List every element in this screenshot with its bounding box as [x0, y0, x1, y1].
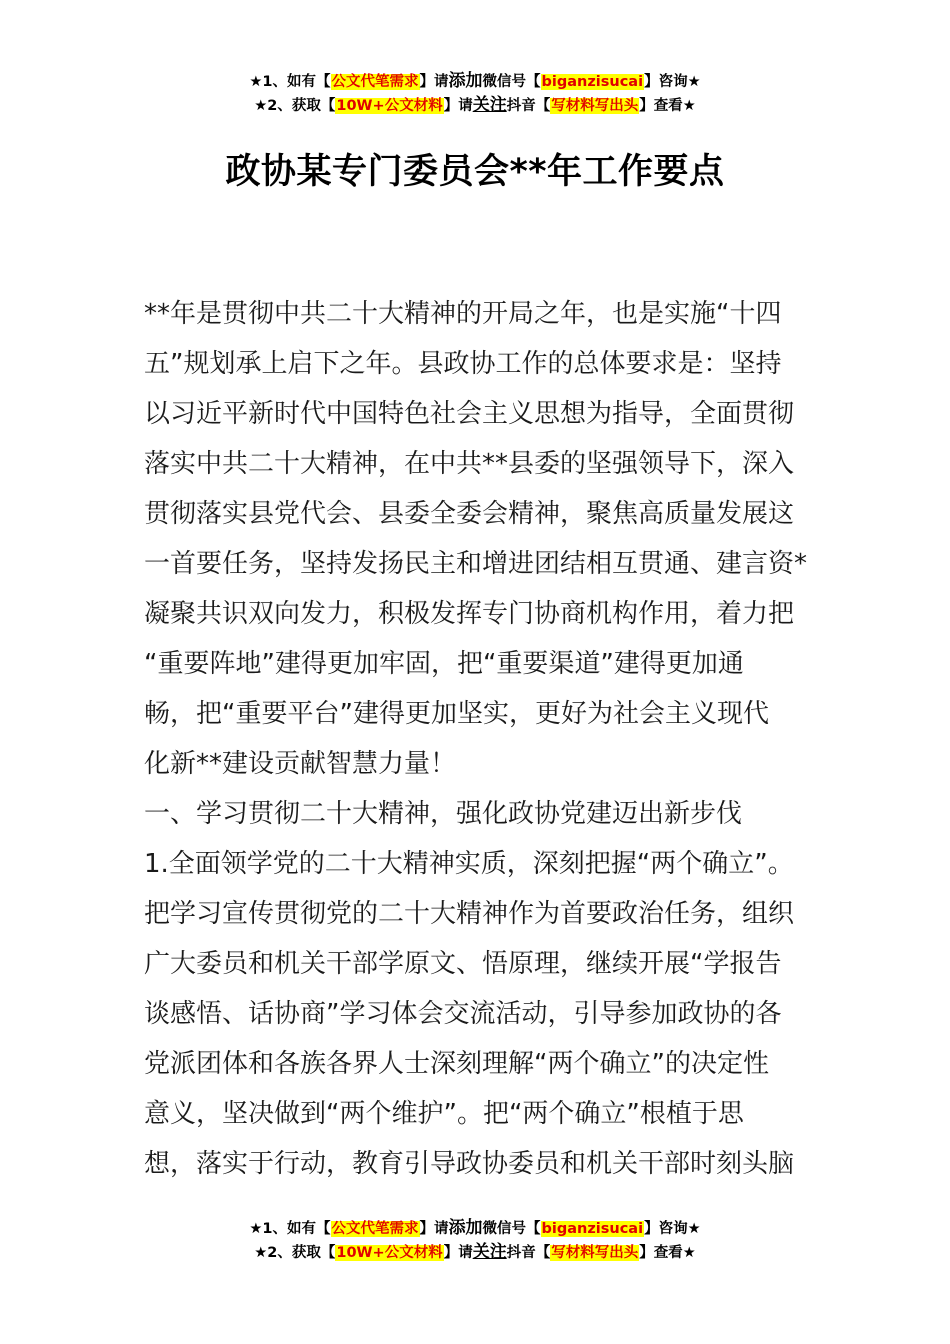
- body-line: 谈感悟、话协商”学习体会交流活动，引导参加政协的各: [144, 999, 782, 1029]
- body-line: 以习近平新时代中国特色社会主义思想为指导，全面贯彻: [144, 399, 795, 429]
- body-line: 五”规划承上启下之年。县政协工作的总体要求是：坚持: [144, 349, 782, 379]
- banner-wechat-id: biganzisucai: [541, 1221, 644, 1237]
- subsection-heading: 1.全面领学党的二十大精神实质，深刻把握“两个确立”。: [144, 849, 794, 879]
- body-line: 把学习宣传贯彻党的二十大精神作为首要政治任务，组织: [144, 899, 795, 929]
- body-line: 凝聚共识双向发力，积极发挥专门协商机构作用，着力把: [144, 599, 795, 629]
- banner-highlight: 10W+公文材料: [336, 1245, 443, 1261]
- footer-banner: [0, 1216, 950, 1264]
- document-title: 政协某专门委员会**年工作要点: [225, 152, 725, 192]
- body-line: 广大委员和机关干部学原文、悟原理，继续开展“学报告: [144, 949, 782, 979]
- body-line: 畅，把“重要平台”建得更加坚实，更好为社会主义现代: [144, 699, 769, 729]
- body-line: **年是贯彻中共二十大精神的开局之年，也是实施“十四: [144, 299, 782, 329]
- banner-line-1: [0, 69, 950, 93]
- body-line: 贯彻落实县党代会、县委全委会精神，聚焦高质量发展这: [144, 499, 795, 529]
- banner-text: ★1、如有【: [249, 1221, 331, 1237]
- banner-text: ★2、获取【: [254, 1245, 336, 1261]
- header-banner: [0, 69, 950, 117]
- banner-text: 微信号【: [482, 74, 541, 90]
- banner-text: 】请: [443, 1245, 473, 1261]
- banner-emphasis: 添加: [448, 1218, 483, 1238]
- banner-line-1: [0, 1216, 950, 1240]
- body-line: 意义，坚决做到“两个维护”。把“两个确立”根植于思: [144, 1099, 744, 1129]
- banner-text: 】查看★: [639, 1245, 696, 1261]
- banner-text: 】请: [443, 98, 473, 114]
- document-body: [144, 289, 808, 1189]
- banner-text: ★1、如有【: [249, 74, 331, 90]
- banner-text: 微信号【: [482, 1221, 541, 1237]
- banner-emphasis: 关注: [472, 1242, 507, 1262]
- banner-text: 】请: [419, 74, 449, 90]
- banner-highlight: 10W+公文材料: [336, 98, 443, 114]
- banner-text: 】查看★: [639, 98, 696, 114]
- body-line: 一首要任务，坚持发扬民主和增进团结相互贯通、建言资*: [144, 549, 808, 579]
- banner-douyin-id: 写材料写出头: [551, 98, 639, 114]
- banner-emphasis: 关注: [472, 95, 507, 115]
- body-line: 想，落实于行动，教育引导政协委员和机关干部时刻头脑: [144, 1149, 795, 1179]
- banner-text: ★2、获取【: [254, 98, 336, 114]
- banner-text: 】咨询★: [644, 74, 701, 90]
- banner-line-2: [0, 1240, 950, 1264]
- banner-highlight: 公文代笔需求: [331, 74, 419, 90]
- banner-wechat-id: biganzisucai: [541, 74, 644, 90]
- body-line: 化新**建设贡献智慧力量！: [144, 749, 457, 779]
- banner-text: 】请: [419, 1221, 449, 1237]
- body-line: “重要阵地”建得更加牢固，把“重要渠道”建得更加通: [144, 649, 744, 679]
- section-heading: 一、学习贯彻二十大精神，强化政协党建迈出新步伐: [144, 799, 743, 829]
- banner-highlight: 公文代笔需求: [331, 1221, 419, 1237]
- banner-emphasis: 添加: [448, 71, 483, 91]
- banner-line-2: [0, 93, 950, 117]
- banner-text: 抖音【: [506, 1245, 551, 1261]
- body-line: 落实中共二十大精神，在中共**县委的坚强领导下，深入: [144, 449, 795, 479]
- banner-text: 】咨询★: [644, 1221, 701, 1237]
- banner-text: 抖音【: [506, 98, 551, 114]
- body-line: 党派团体和各族各界人士深刻理解“两个确立”的决定性: [144, 1049, 769, 1079]
- banner-douyin-id: 写材料写出头: [551, 1245, 639, 1261]
